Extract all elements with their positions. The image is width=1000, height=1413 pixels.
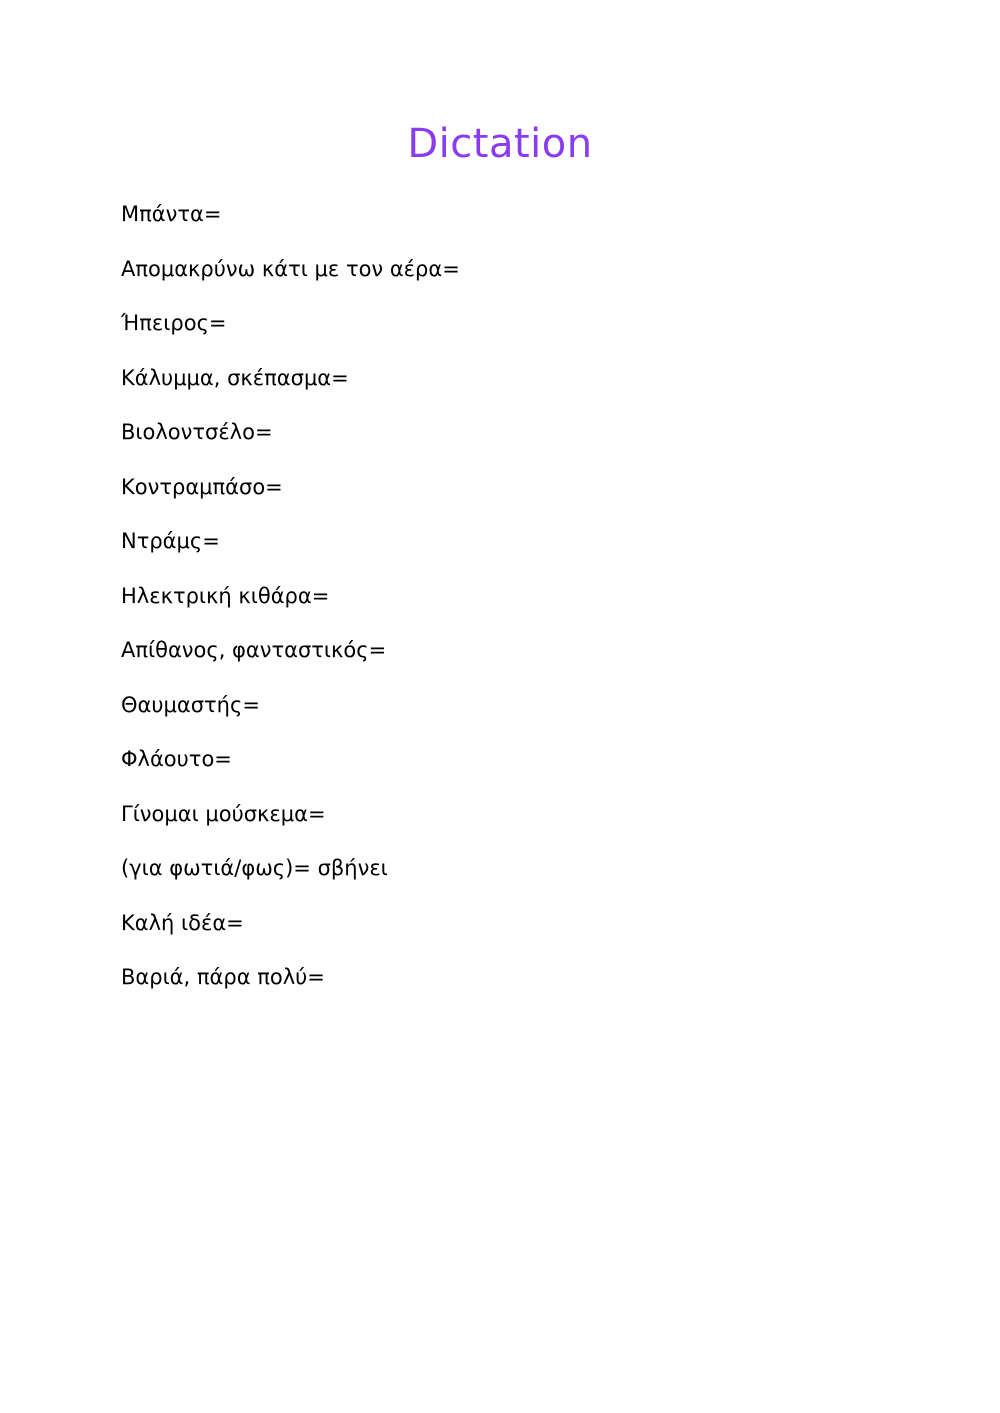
list-item: Ντράμς= [121,529,220,553]
list-item: Βαριά, πάρα πολύ= [121,965,325,989]
list-item: Ηλεκτρική κιθάρα= [121,583,330,608]
list-item: Απίθανος, φανταστικός= [121,638,387,662]
list-item: Απομακρύνω κάτι με τον αέρα= [121,256,460,281]
list-item: (για φωτιά/φως)= σβήνει [121,856,388,880]
list-item: Καλή ιδέα= [121,910,244,935]
list-item: Ήπειρος= [121,311,227,335]
list-item: Θαυμαστής= [121,692,260,717]
list-item: Βιολοντσέλο= [121,420,273,444]
list-item: Φλάουτο= [121,747,232,771]
list-item: Κοντραμπάσο= [121,474,283,499]
list-item: Γίνομαι μούσκεμα= [121,801,326,826]
page-title: Dictation [407,121,593,167]
dictation-list [121,196,460,1014]
list-item: Μπάντα= [121,202,222,226]
list-item: Κάλυμμα, σκέπασμα= [121,365,349,390]
